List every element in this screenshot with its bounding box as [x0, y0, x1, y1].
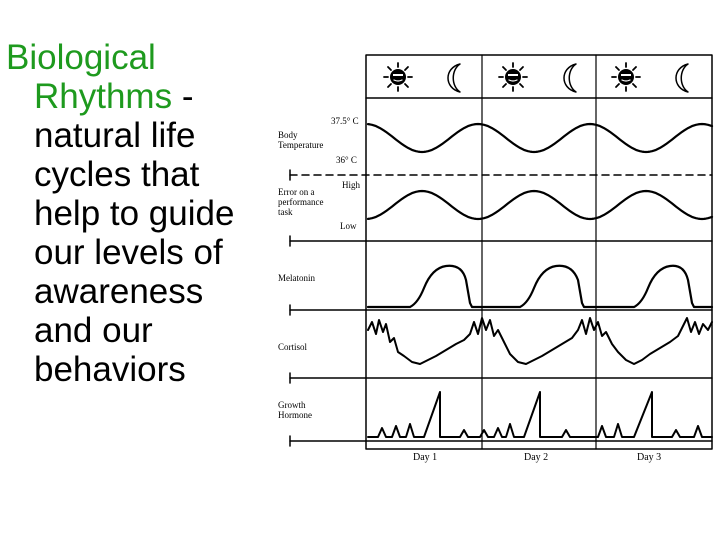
day-1-label: Day 1: [413, 452, 438, 463]
cortisol-label: Cortisol: [278, 342, 308, 352]
sun-icon: [499, 63, 527, 91]
body-temperature-line-1: Body: [278, 130, 298, 140]
body-line-3: help to guide: [34, 194, 235, 233]
body-temperature-label: [278, 130, 323, 150]
body-temperature-curve: [368, 124, 712, 152]
slide-title-line-1: [6, 38, 276, 77]
sun-icon: [612, 63, 640, 91]
slide-title-line-2: [6, 77, 276, 116]
body-line-7: behaviors: [34, 350, 186, 389]
sun-icon: [384, 63, 412, 91]
body-temperature-line-2: Temperature: [278, 140, 324, 150]
day-3-label: Day 3: [637, 452, 662, 463]
error-on-task-label: [278, 187, 326, 217]
figure-frame: [366, 55, 712, 449]
body-line-4: our levels of: [34, 233, 223, 272]
cortisol-curve: [368, 318, 712, 364]
body-line-6: and our: [34, 311, 153, 350]
error-label-line-2: performance: [278, 197, 324, 207]
temp-high-label: 37.5° C: [331, 116, 359, 126]
body-line-1: natural life: [34, 116, 196, 155]
error-low-label: Low: [340, 221, 357, 231]
moon-icon: [676, 64, 688, 92]
moon-icon: [564, 64, 576, 92]
growth-hormone-label: [278, 400, 312, 420]
growth-hormone-line-2: Hormone: [278, 410, 312, 420]
body-line-5: awareness: [34, 272, 204, 311]
biological-rhythms-figure: [268, 52, 716, 464]
growth-hormone-line-1: Growth: [278, 400, 306, 410]
title-word-rhythms: Rhythms: [34, 77, 173, 116]
temp-low-label: 36° C: [336, 155, 357, 165]
melatonin-curve: [368, 266, 712, 307]
error-label-line-1: Error on a: [278, 187, 315, 197]
error-on-task-curve: [368, 191, 712, 219]
body-line-2: cycles that: [34, 155, 200, 194]
error-high-label: High: [342, 180, 360, 190]
title-dash: -: [172, 77, 194, 116]
day-2-label: Day 2: [524, 452, 549, 463]
melatonin-label: Melatonin: [278, 273, 315, 283]
title-word-biological: Biological: [6, 38, 156, 77]
error-label-line-3: task: [278, 207, 293, 217]
moon-icon: [448, 64, 460, 92]
growth-hormone-curve: [368, 392, 712, 437]
slide-text: [6, 38, 276, 389]
